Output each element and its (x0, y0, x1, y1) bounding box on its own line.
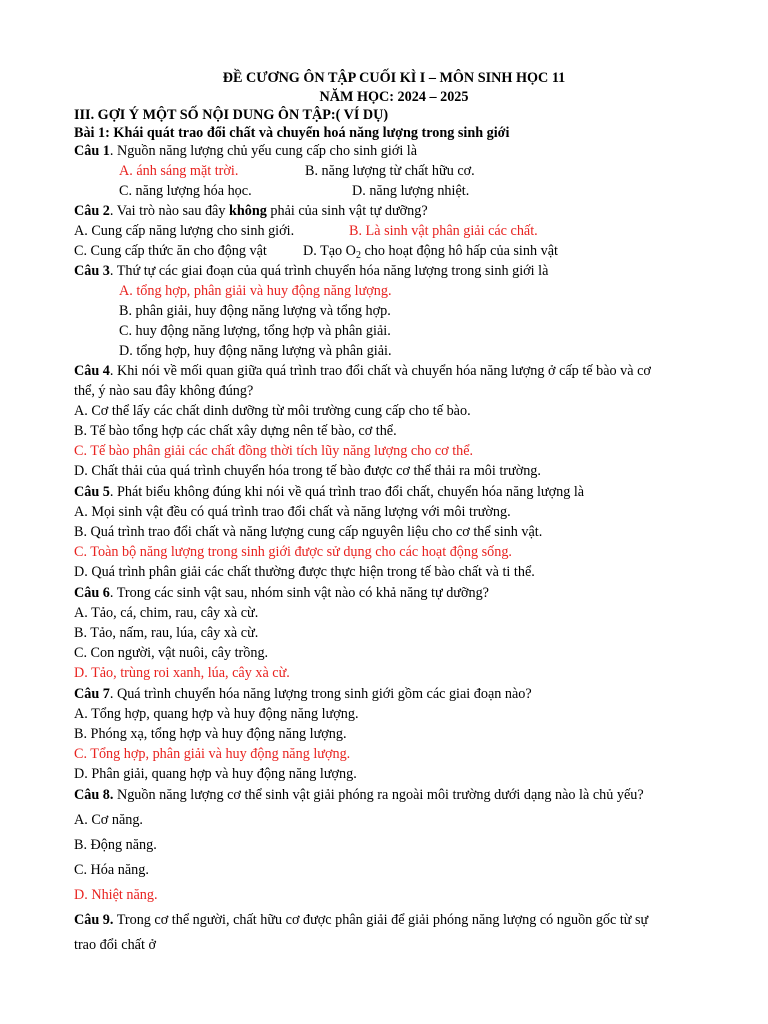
q5-option-d: D. Quá trình phân giải các chất thường được thực hiện trong tế bào chất và ti thể. (74, 564, 535, 580)
option-text: D. Tạo O (303, 243, 356, 259)
question-text: Trong cơ thể người, chất hữu cơ được phân giải để giải phóng năng lượng có nguồn gốc từ sự (113, 912, 649, 928)
q6-option-a: A. Tảo, cá, chim, rau, cây xà cừ. (74, 605, 259, 621)
question-text-end: phải của sinh vật tự dưỡng? (266, 203, 428, 219)
question-label: Câu 2 (74, 203, 110, 219)
question-7 (74, 685, 532, 703)
lesson-heading: Bài 1: Khái quát trao đổi chất và chuyển hoá năng lượng trong sinh giới (74, 125, 510, 141)
q3-option-b: B. phân giải, huy động năng lượng và tổng hợp. (119, 303, 391, 319)
q7-option-a: A. Tổng hợp, quang hợp và huy động năng lượng. (74, 706, 359, 722)
question-label: Câu 7 (74, 686, 110, 702)
q7-option-b: B. Phóng xạ, tổng hợp và huy động năng lượng. (74, 726, 347, 742)
question-emphasis: không (229, 203, 267, 219)
q4-option-a: A. Cơ thể lấy các chất dinh dưỡng từ môi trường cung cấp cho tế bào. (74, 403, 471, 419)
q5-option-b: B. Quá trình trao đổi chất và năng lượng cung cấp nguyên liệu cho cơ thể sinh vật. (74, 524, 543, 540)
question-4-cont: thể, ý nào sau đây không đúng? (74, 383, 254, 399)
q3-option-a: A. tổng hợp, phân giải và huy động năng lượng. (119, 283, 392, 299)
question-text: . Phát biểu không đúng khi nói về quá trình trao đổi chất, chuyển hóa năng lượng là (109, 484, 585, 500)
question-label: Câu 9. (74, 912, 114, 928)
q2-option-d (303, 242, 558, 262)
school-year: NĂM HỌC: 2024 – 2025 (319, 89, 469, 105)
question-label: Câu 1 (74, 143, 110, 159)
q3-option-d: D. tổng hợp, huy động năng lượng và phân giải. (119, 343, 392, 359)
question-text: . Khi nói về mối quan giữa quá trình trao đổi chất và chuyển hóa năng lượng ở cấp tế bào và cơ (109, 363, 651, 379)
question-text: . Nguồn năng lượng chủ yếu cung cấp cho sinh giới là (109, 143, 418, 159)
subscript: 2 (355, 250, 361, 261)
question-text: Nguồn năng lượng cơ thể sinh vật giải phóng ra ngoài môi trường dưới dạng nào là chủ yếu? (113, 787, 644, 803)
question-4 (74, 362, 651, 380)
doc-title: ĐỀ CƯƠNG ÔN TẬP CUỐI KÌ I – MÔN SINH HỌC 11 (222, 70, 566, 86)
q8-option-d: D. Nhiệt năng. (74, 887, 158, 903)
q1-option-c: C. năng lượng hóa học. (119, 183, 252, 199)
question-text: . Thứ tự các giai đoạn của quá trình chuyển hóa năng lượng trong sinh giới là (109, 263, 549, 279)
section-heading: III. GỢI Ý MỘT SỐ NỘI DUNG ÔN TẬP:( VÍ DỤ) (74, 107, 389, 123)
question-1 (74, 142, 417, 160)
q6-option-d: D. Tảo, trùng roi xanh, lúa, cây xà cừ. (74, 665, 290, 681)
q7-option-d: D. Phân giải, quang hợp và huy động năng lượng. (74, 766, 357, 782)
q4-option-d: D. Chất thải của quá trình chuyển hóa trong tế bào được cơ thể thải ra môi trường. (74, 463, 541, 479)
question-text: . Trong các sinh vật sau, nhóm sinh vật nào có khả năng tự dưỡng? (109, 585, 489, 601)
question-8 (74, 786, 644, 804)
q2-option-a: A. Cung cấp năng lượng cho sinh giới. (74, 223, 295, 239)
question-label: Câu 8. (74, 787, 114, 803)
q2-option-c: C. Cung cấp thức ăn cho động vật (74, 243, 267, 259)
question-6 (74, 584, 489, 602)
q5-option-a: A. Mọi sinh vật đều có quá trình trao đổi chất và năng lượng với môi trường. (74, 504, 511, 520)
q8-option-c: C. Hóa năng. (74, 862, 149, 878)
question-text: . Quá trình chuyển hóa năng lượng trong sinh giới gồm các giai đoạn nào? (109, 686, 532, 702)
q8-option-b: B. Động năng. (74, 837, 157, 853)
question-5 (74, 483, 584, 501)
question-9-cont: trao đổi chất ở (74, 937, 156, 953)
q4-option-b: B. Tế bào tổng hợp các chất xây dựng nên tế bào, cơ thể. (74, 423, 397, 439)
q5-option-c: C. Toàn bộ năng lượng trong sinh giới được sử dụng cho các hoạt động sống. (74, 544, 512, 560)
question-label: Câu 6 (74, 585, 110, 601)
q1-option-a: A. ánh sáng mặt trời. (119, 163, 239, 179)
option-text-end: cho hoạt động hô hấp của sinh vật (360, 243, 558, 259)
q4-option-c: C. Tế bào phân giải các chất đồng thời tích lũy năng lượng cho cơ thể. (74, 443, 474, 459)
q3-option-c: C. huy động năng lượng, tổng hợp và phân giải. (119, 323, 391, 339)
q8-option-a: A. Cơ năng. (74, 812, 143, 828)
question-2 (74, 202, 428, 220)
question-text: . Vai trò nào sau đây (109, 203, 229, 219)
question-label: Câu 5 (74, 484, 110, 500)
q1-option-b: B. năng lượng từ chất hữu cơ. (305, 163, 475, 179)
q6-option-b: B. Tảo, nấm, rau, lúa, cây xà cừ. (74, 625, 259, 641)
q1-option-d: D. năng lượng nhiệt. (352, 183, 470, 199)
q6-option-c: C. Con người, vật nuôi, cây trồng. (74, 645, 269, 661)
question-3 (74, 262, 548, 280)
question-label: Câu 3 (74, 263, 110, 279)
q7-option-c: C. Tổng hợp, phân giải và huy động năng lượng. (74, 746, 351, 762)
q2-option-b: B. Là sinh vật phân giải các chất. (349, 223, 538, 239)
question-label: Câu 4 (74, 363, 110, 379)
question-9 (74, 911, 648, 929)
